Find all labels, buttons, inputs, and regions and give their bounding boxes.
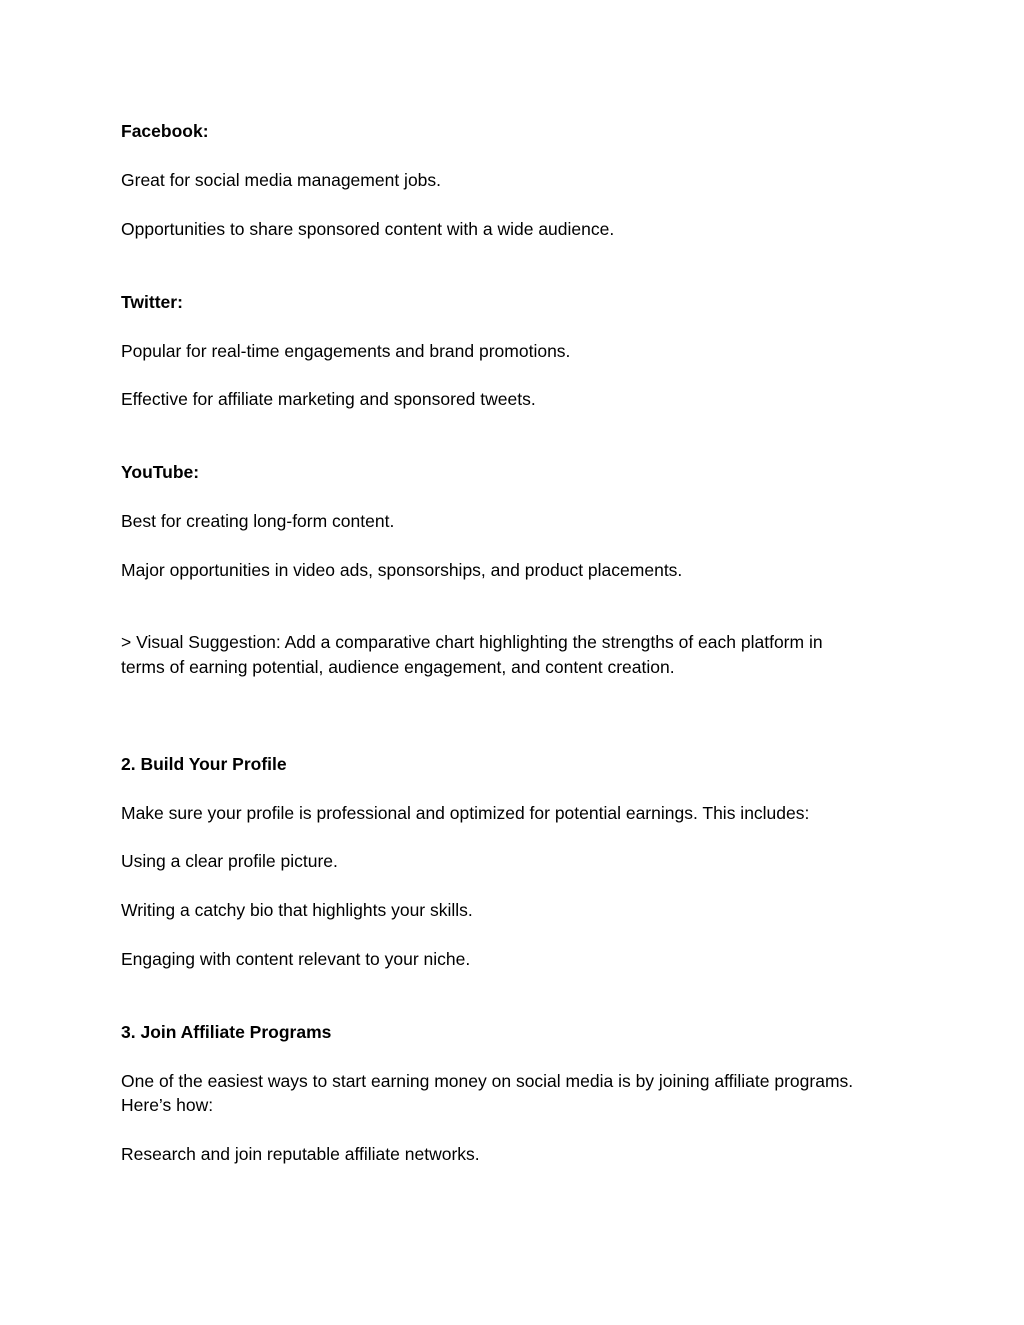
youtube-point: Major opportunities in video ads, sponsorships, and product placements. bbox=[121, 560, 683, 580]
affiliate-intro-line: Here’s how: bbox=[121, 1095, 214, 1115]
build-profile-point: Engaging with content relevant to your niche. bbox=[121, 949, 471, 969]
build-profile-intro: Make sure your profile is professional and optimized for potential earnings. This includes: bbox=[121, 803, 810, 823]
visual-suggestion-line: terms of earning potential, audience engagement, and content creation. bbox=[121, 657, 675, 677]
twitter-heading: Twitter: bbox=[121, 292, 183, 312]
visual-suggestion-line: > Visual Suggestion: Add a comparative chart highlighting the strengths of each platform in bbox=[121, 632, 823, 652]
youtube-heading: YouTube: bbox=[121, 462, 200, 482]
facebook-point: Great for social media management jobs. bbox=[121, 170, 442, 190]
affiliate-point: Research and join reputable affiliate networks. bbox=[121, 1144, 480, 1164]
facebook-heading: Facebook: bbox=[121, 121, 209, 141]
twitter-point: Effective for affiliate marketing and sponsored tweets. bbox=[121, 389, 536, 409]
twitter-point: Popular for real-time engagements and brand promotions. bbox=[121, 341, 571, 361]
build-profile-point: Writing a catchy bio that highlights your skills. bbox=[121, 900, 473, 920]
build-profile-point: Using a clear profile picture. bbox=[121, 851, 338, 871]
affiliate-intro-line: One of the easiest ways to start earning money on social media is by joining affiliate programs. bbox=[121, 1071, 854, 1091]
affiliate-heading: 3. Join Affiliate Programs bbox=[121, 1022, 332, 1042]
youtube-point: Best for creating long-form content. bbox=[121, 511, 395, 531]
facebook-point: Opportunities to share sponsored content with a wide audience. bbox=[121, 219, 615, 239]
build-profile-heading: 2. Build Your Profile bbox=[121, 754, 287, 774]
